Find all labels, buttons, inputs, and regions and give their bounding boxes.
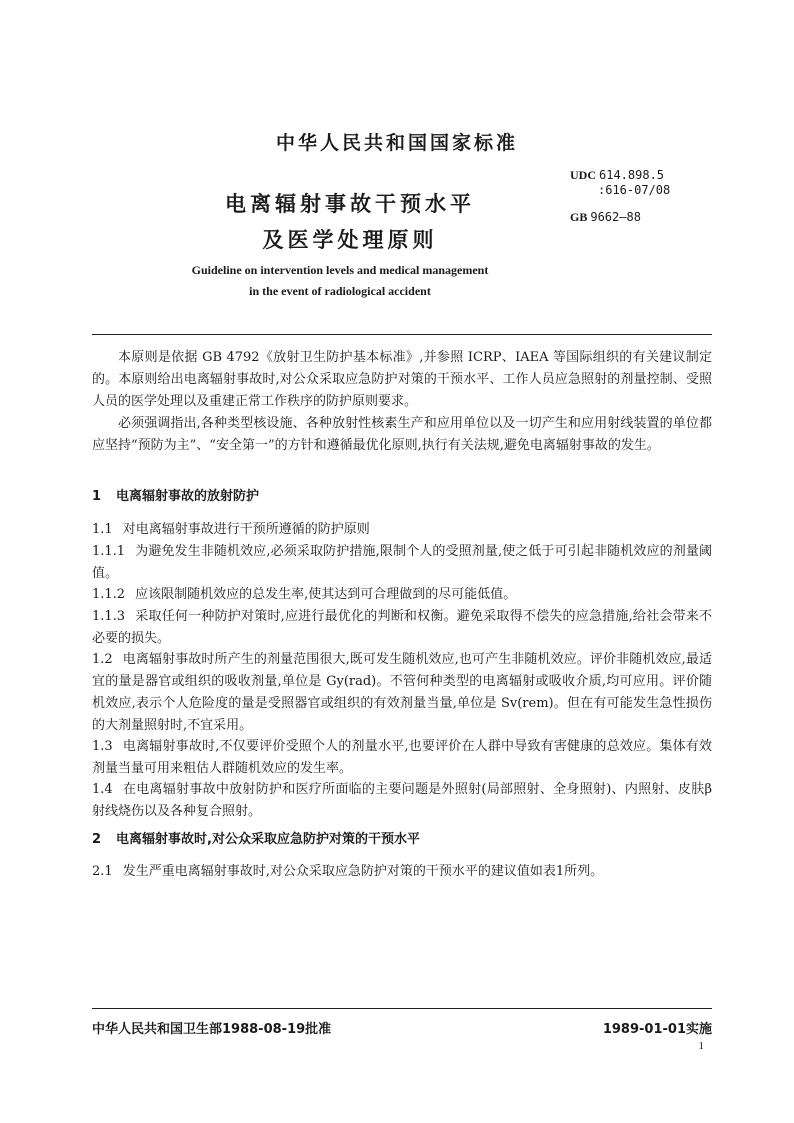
clause-1-1 <box>92 519 712 541</box>
implementation-date: 1989-01-01实施 <box>602 1022 712 1037</box>
clause-text: 为避免发生非随机效应,必须采取防护措施,限制个人的受照剂量,使之低于可引起非随机效应的剂量阈值。 <box>92 544 712 581</box>
gb-code <box>570 210 641 225</box>
english-title-line1: Guideline on intervention levels and medical management <box>191 263 489 277</box>
udc-code <box>570 168 664 183</box>
clause-number: 1.1.1 <box>92 544 126 559</box>
clause-1-1-1 <box>92 541 712 585</box>
udc-label: UDC <box>570 168 596 182</box>
clause-number: 1.1 <box>92 522 113 537</box>
section-1-title: 电离辐射事故的放射防护 <box>116 489 260 504</box>
clause-number: 1.1.2 <box>92 587 126 602</box>
section-2-number: 2 <box>92 832 102 847</box>
clause-number: 2.1 <box>92 864 113 879</box>
document-title-line1: 电离辐射事故干预水平 <box>225 192 475 216</box>
intro-paragraph-1: 本原则是依据 GB 4792《放射卫生防护基本标准》,并参照 ICRP、IAEA 等国际组织的有关建议制定的。本原则给出电离辐射事故时,对公众采取应急防护对策的干预水平、工作人员应急照射的剂量控制、受照人员的医学处理以及重建正常工作秩序的防护原则要求。 <box>92 350 712 409</box>
section-1-number: 1 <box>92 489 102 504</box>
gb-number: 9662—88 <box>590 210 641 224</box>
section-2-title: 电离辐射事故时,对公众采取应急防护对策的干预水平 <box>116 832 420 847</box>
header-divider <box>92 334 712 335</box>
clause-number: 1.4 <box>92 782 113 797</box>
intro-paragraph-2: 必须强调指出,各种类型核设施、各种放射性核素生产和应用单位以及一切产生和应用射线装置的单位都应坚持“预防为主”、“安全第一”的方针和遵循最优化原则,执行有关法规,避免电离辐射事故的发生。 <box>92 416 712 453</box>
clause-1-3 <box>92 736 712 780</box>
udc-number: 614.898.5 <box>599 168 665 182</box>
clause-1-1-2 <box>92 584 712 606</box>
clause-text: 采取任何一种防护对策时,应进行最优化的判断和权衡。避免采取得不偿失的应急措施,给社会带来不必要的损失。 <box>92 609 712 646</box>
clause-1-2 <box>92 649 712 737</box>
clause-1-4 <box>92 779 712 823</box>
clause-text: 应该限制随机效应的总发生率,使其达到可合理做到的尽可能低值。 <box>135 587 517 602</box>
document-title-line2: 及医学处理原则 <box>262 228 438 252</box>
section-1-heading <box>92 486 712 508</box>
clause-number: 1.3 <box>92 739 113 754</box>
udc-code-line2 <box>598 183 670 198</box>
section-2-heading <box>92 829 712 851</box>
clause-2-1 <box>92 861 712 883</box>
clause-text: 对电离辐射事故进行干预所遵循的防护原则 <box>122 522 370 537</box>
footer-divider <box>92 1008 712 1009</box>
clause-1-1-3 <box>92 606 712 650</box>
approval-statement: 中华人民共和国卫生部1988-08-19批准 <box>92 1022 332 1037</box>
clause-number: 1.2 <box>92 652 113 667</box>
english-title-line2: in the event of radiological accident <box>249 284 431 298</box>
udc-number-line2: :616-07/08 <box>598 183 671 197</box>
clause-text: 电离辐射事故时所产生的剂量范围很大,既可发生随机效应,也可产生非随机效应。评价非随机效应,最适宜的量是器官或组织的吸收剂量,单位是 Gy(rad)。不管何种类型的电离辐射或吸收介质,均可应用。评价随机效应,表示个人危险度的量是受照器官或组织的有效剂量当量,单位是 Sv(rem)。但在有可能发生急性损伤的大剂量照射时,不宜采用。 <box>92 652 712 733</box>
national-standard-heading: 中华人民共和国国家标准 <box>275 132 518 154</box>
clause-text: 电离辐射事故时,不仅要评价受照个人的剂量水平,也要评价在人群中导致有害健康的总效应。集体有效剂量当量可用来粗估人群随机效应的发生率。 <box>92 739 712 776</box>
clause-number: 1.1.3 <box>92 609 126 624</box>
page-number: 1 <box>698 1040 704 1052</box>
clause-text: 发生严重电离辐射事故时,对公众采取应急防护对策的干预水平的建议值如表1所列。 <box>122 864 604 879</box>
gb-label: GB <box>570 210 588 224</box>
clause-text: 在电离辐射事故中放射防护和医疗所面临的主要问题是外照射(局部照射、全身照射)、内照射、皮肤β射线烧伤以及各种复合照射。 <box>92 782 712 819</box>
